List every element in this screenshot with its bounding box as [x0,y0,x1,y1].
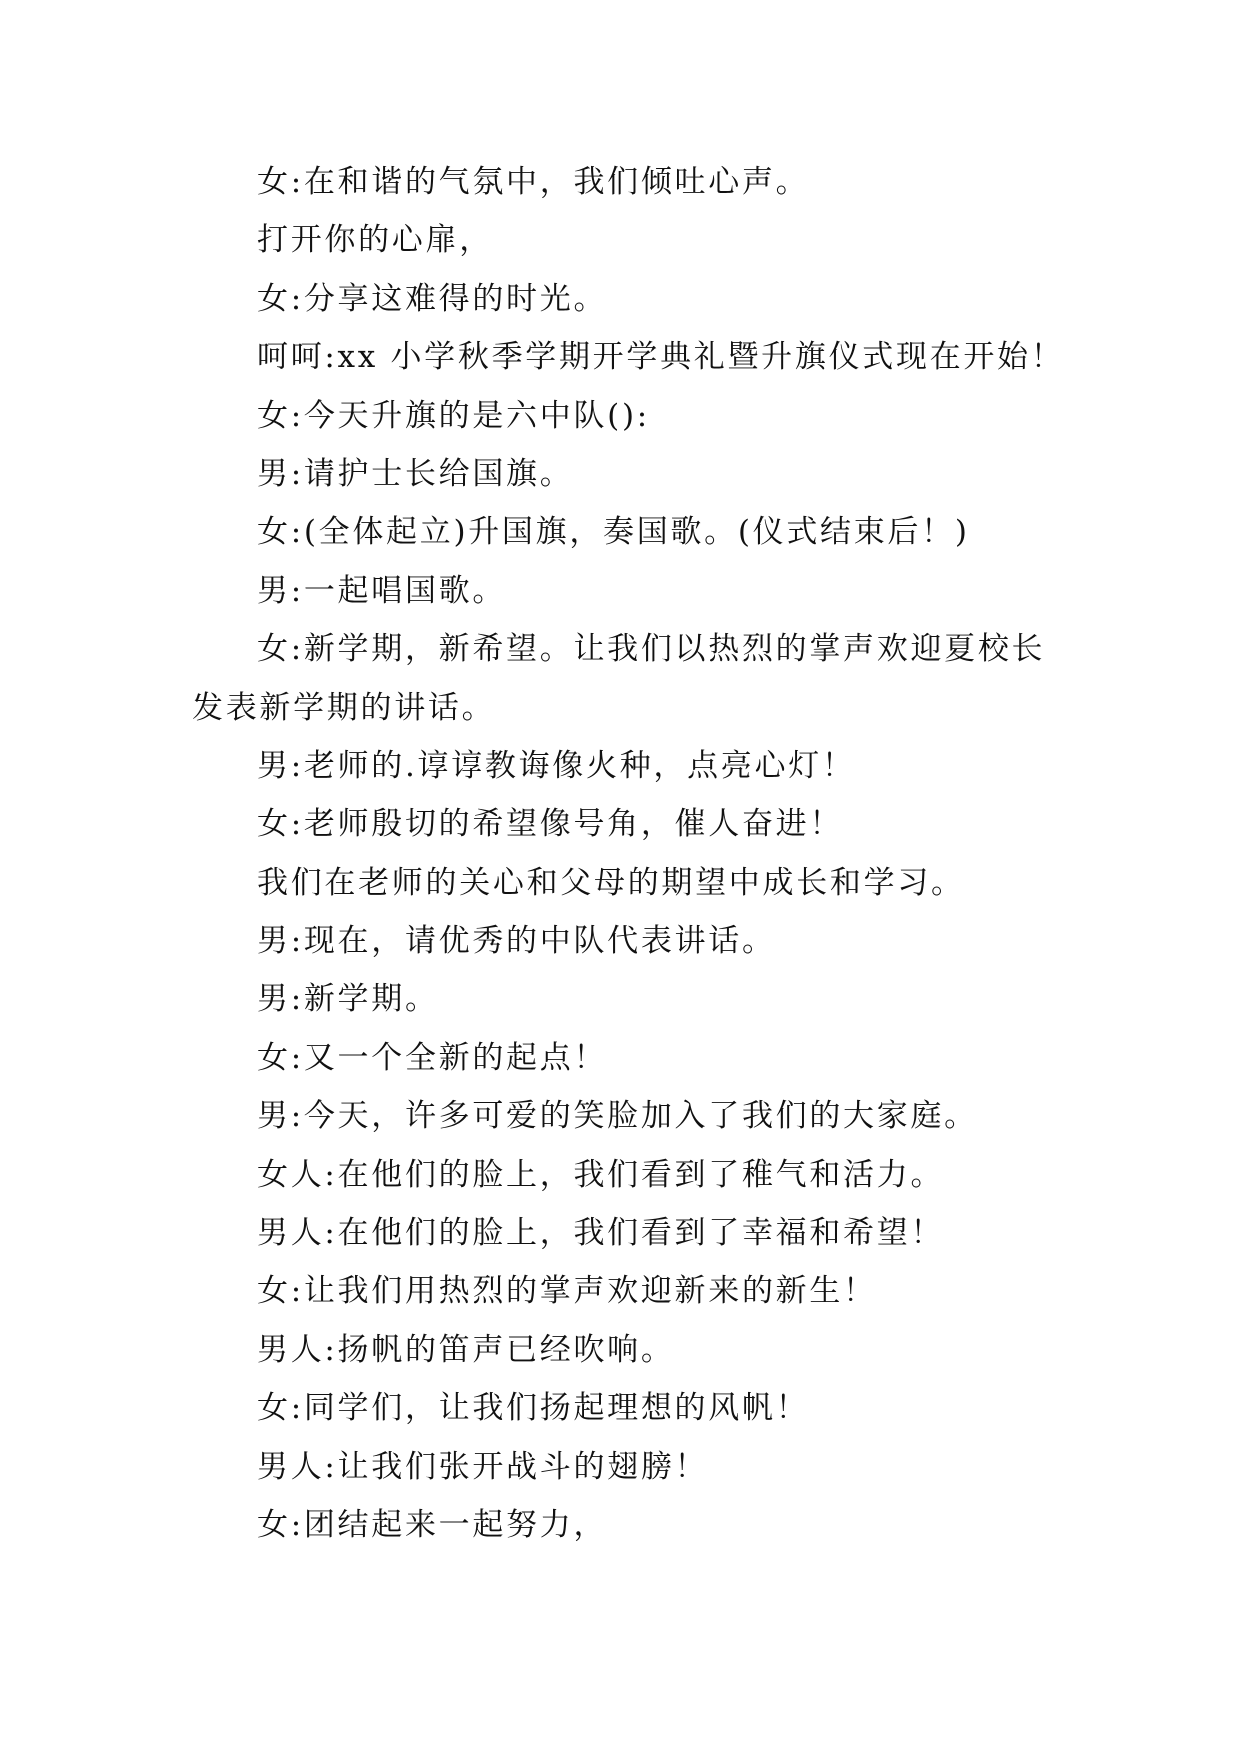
paragraph-line-continued: 发表新学期的讲话。 [192,689,496,726]
paragraph [192,970,1092,1028]
paragraph [192,1087,1092,1145]
paragraph-line: 男:今天，许多可爱的笑脸加入了我们的大家庭。 [257,1098,978,1135]
paragraph-line: 男人:在他们的脸上，我们看到了幸福和希望！ [257,1215,945,1252]
paragraph-line: 女人:在他们的脸上，我们看到了稚气和活力。 [257,1156,945,1193]
paragraph-line: 男:一起唱国歌。 [257,572,507,609]
paragraph [192,445,1092,503]
paragraph-line: 呵呵:xx 小学秋季学期开学典礼暨升旗仪式现在开始！ [257,339,1065,376]
paragraph [192,1321,1092,1379]
paragraph [192,912,1092,970]
paragraph [192,503,1092,561]
paragraph [192,1029,1092,1087]
paragraph-line: 女:老师殷切的希望像号角，催人奋进！ [257,806,844,843]
paragraph-line: 男:新学期。 [257,981,439,1018]
paragraph [192,153,1092,211]
paragraph [192,270,1092,328]
paragraph [192,328,1092,386]
paragraph-line: 女:(全体起立)升国旗，奏国歌。(仪式结束后！) [257,514,970,551]
paragraph [192,387,1092,445]
paragraph-line: 女:又一个全新的起点！ [257,1039,608,1076]
paragraph [192,795,1092,853]
paragraph-line: 男人:让我们张开战斗的翅膀！ [257,1448,709,1485]
paragraph [192,1496,1092,1554]
paragraph [192,562,1092,620]
paragraph-line: 女:在和谐的气氛中，我们倾吐心声。 [257,164,810,200]
paragraph-line: 男:现在，请优秀的中队代表讲话。 [257,923,776,960]
paragraph [192,211,1092,269]
paragraph-line: 男:老师的.谆谆教诲像火种，点亮心灯！ [257,747,856,784]
paragraph [192,1379,1092,1437]
paragraph-line: 我们在老师的关心和父母的期望中成长和学习。 [257,864,965,901]
paragraph-line: 女:分享这难得的时光。 [257,280,608,317]
paragraph [192,1438,1092,1496]
paragraph [192,1262,1092,1320]
paragraph-line: 打开你的心扉， [257,222,493,259]
paragraph [192,620,1092,737]
paragraph-line: 女:同学们，让我们扬起理想的风帆！ [257,1390,810,1427]
paragraph [192,1146,1092,1204]
paragraph [192,737,1092,795]
paragraph-line: 女:团结起来一起努力， [257,1506,608,1543]
paragraph-line: 女:今天升旗的是六中队(): [257,397,650,434]
paragraph-line: 女:让我们用热烈的掌声欢迎新来的新生！ [257,1273,877,1310]
paragraph-line: 男人:扬帆的笛声已经吹响。 [257,1331,675,1368]
paragraph-line: 女:新学期，新希望。让我们以热烈的掌声欢迎夏校长 [257,631,1046,668]
paragraph [192,854,1092,912]
document-body [192,153,1092,1554]
paragraph-line: 男:请护士长给国旗。 [257,455,574,492]
paragraph [192,1204,1092,1262]
